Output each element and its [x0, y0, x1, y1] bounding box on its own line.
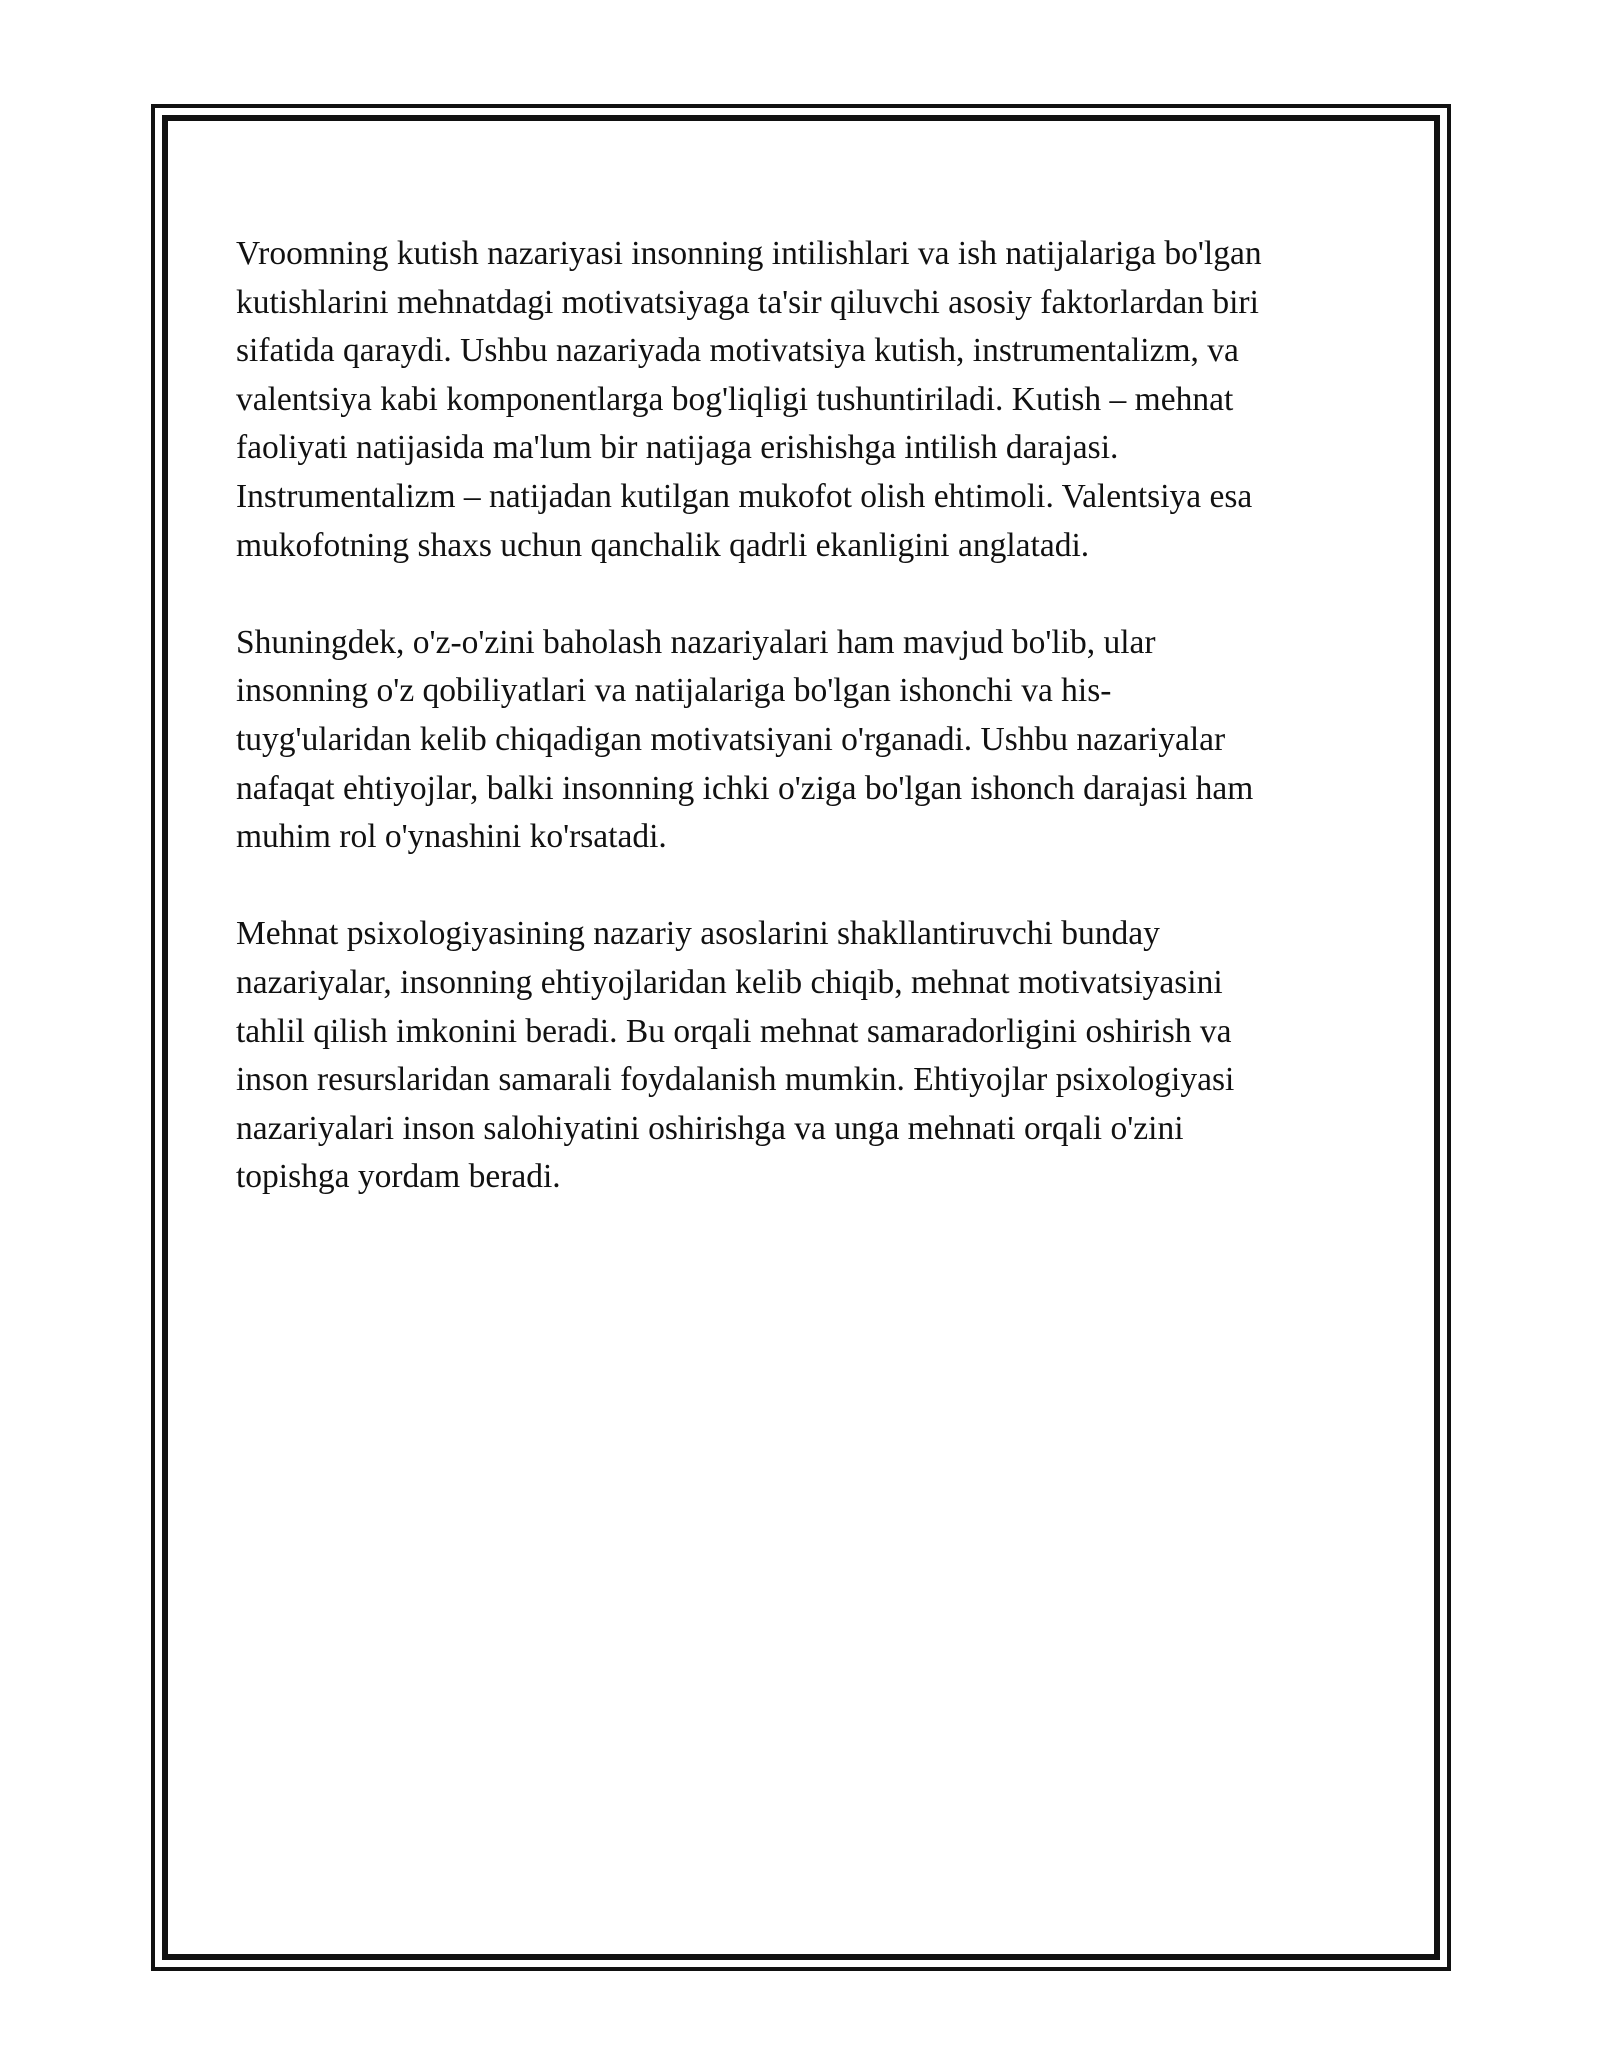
text-line: topishga yordam beradi.	[236, 1158, 561, 1196]
text-line: nazariyalar, insonning ehtiyojlaridan kelib chiqib, mehnat motivatsiyasini	[236, 963, 1223, 1001]
document-body	[236, 230, 1416, 1250]
text-line: valentsiya kabi komponentlarga bog'liqligi tushuntiriladi. Kutish – mehnat	[236, 380, 1234, 418]
text-line: mukofotning shaxs uchun qanchalik qadrli ekanligini anglatadi.	[236, 526, 1090, 564]
text-line: Vroomning kutish nazariyasi insonning intilishlari va ish natijalariga bo'lgan	[236, 235, 1262, 272]
text-line: Mehnat psixologiyasining nazariy asoslarini shakllantiruvchi bunday	[236, 915, 1160, 953]
text-line: Instrumentalizm – natijadan kutilgan mukofot olish ehtimoli. Valentsiya esa	[236, 477, 1253, 515]
text-line: faoliyati natijasida ma'lum bir natijaga erishishga intilish darajasi.	[236, 429, 1119, 467]
text-line: nazariyalari inson salohiyatini oshirishga va unga mehnati orqali o'zini	[236, 1109, 1184, 1147]
paragraph-self-assessment-theories	[236, 619, 1416, 862]
text-line: inson resurslaridan samarali foydalanish mumkin. Ehtiyojlar psixologiyasi	[236, 1061, 1235, 1099]
paragraph-labor-psychology-conclusion	[236, 910, 1416, 1202]
text-line: Shuningdek, o'z-o'zini baholash nazariyalari ham mavjud bo'lib, ular	[236, 623, 1156, 661]
text-line: sifatida qaraydi. Ushbu nazariyada motivatsiya kutish, instrumentalizm, va	[236, 332, 1239, 370]
paragraph-vroom-expectancy-theory	[236, 230, 1416, 570]
text-line: nafaqat ehtiyojlar, balki insonning ichki o'ziga bo'lgan ishonch darajasi ham	[236, 769, 1254, 807]
text-line: kutishlarini mehnatdagi motivatsiyaga ta'sir qiluvchi asosiy faktorlardan biri	[236, 283, 1259, 321]
text-line: tuyg'ularidan kelib chiqadigan motivatsiyani o'rganadi. Ushbu nazariyalar	[236, 720, 1226, 758]
text-line: insonning o'z qobiliyatlari va natijalariga bo'lgan ishonchi va his-	[236, 672, 1112, 710]
text-line: tahlil qilish imkonini beradi. Bu orqali mehnat samaradorligini oshirish va	[236, 1012, 1232, 1050]
text-line: muhim rol o'ynashini ko'rsatadi.	[236, 818, 667, 856]
